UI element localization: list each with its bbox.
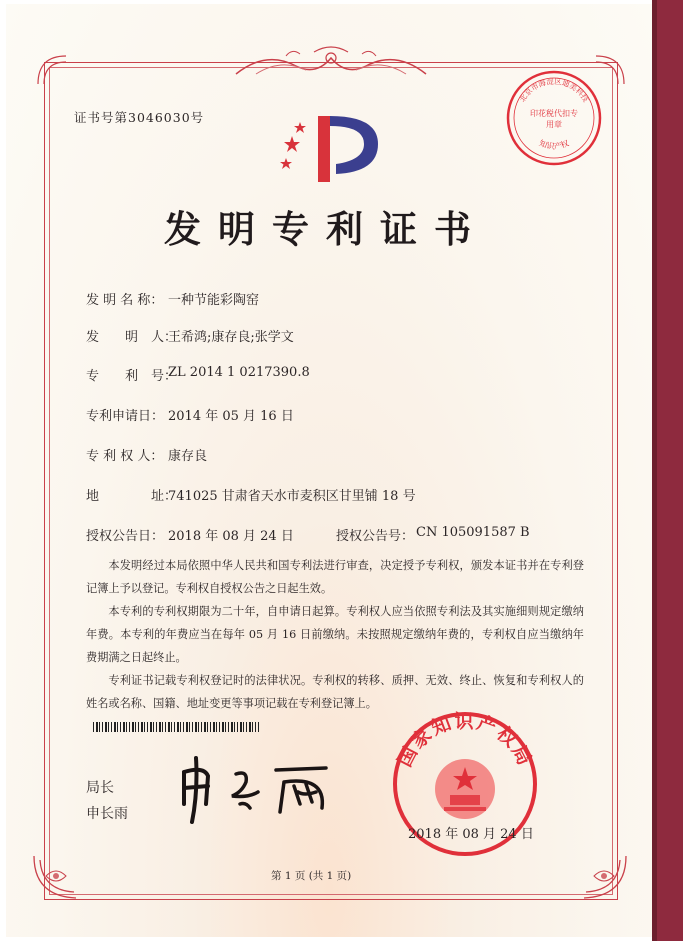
certificate-page <box>6 4 652 937</box>
grant-date-value: 2018 年 08 月 24 日 <box>168 529 294 544</box>
field-label-invention-name: 发 明 名 称： <box>86 293 164 308</box>
certificate-number: 证书号第3046030号 <box>74 110 205 125</box>
field-value-inventor: 王希鸿;康存良;张学文 <box>168 330 294 345</box>
patent-office-logo <box>278 108 388 186</box>
paragraph-term: 本专利的专利权期限为二十年，自申请日起算。专利权人应当依照专利法及其实施细则规定缴纳年费。本专利的年费应当在每年 05 月 16 日前缴纳。未按照规定缴纳年费的，专利权自应当缴纳年费期满之日起终止。 <box>86 605 584 664</box>
seal-date: 2018 年 08 月 24 日 <box>408 827 534 842</box>
field-label-address: 地 址： <box>86 489 178 504</box>
field-value-invention-name: 一种节能彩陶窑 <box>168 293 260 308</box>
page-footer: 第 1 页 (共 1 页) <box>271 870 352 882</box>
field-value-patentee: 康存良 <box>168 449 208 464</box>
field-label-application-date: 专利申请日： <box>86 409 165 424</box>
corner-ornament-bottom-left <box>26 846 96 906</box>
top-ornament <box>226 44 436 82</box>
paragraph-grant: 本发明经过本局依照中华人民共和国专利法进行审查，决定授予专利权，颁发本证书并在专利登记簿上予以登记。专利权自授权公告之日起生效。 <box>86 559 584 595</box>
director-name: 申长雨 <box>86 806 128 822</box>
corner-ornament-top-left <box>32 50 72 90</box>
field-label-inventor: 发 明 人： <box>86 330 178 345</box>
stamp-center-text: 印花税代扣专用章 <box>530 109 578 129</box>
stamp-bottom-text: 知识产权 <box>537 138 571 152</box>
svg-text:知识产权 <box>538 138 570 151</box>
field-label-patentee: 专 利 权 人： <box>86 449 164 464</box>
grant-date-label: 授权公告日： <box>86 529 165 544</box>
director-title: 局长 <box>86 780 114 796</box>
field-value-address: 741025 甘肃省天水市麦积区甘里铺 18 号 <box>168 489 416 504</box>
grant-number-label: 授权公告号： <box>336 529 415 544</box>
field-value-application-date: 2014 年 05 月 16 日 <box>168 409 294 424</box>
grant-number-value: CN 105091587 B <box>416 525 530 540</box>
director-signature <box>176 752 346 824</box>
field-label-patent-number: 专 利 号： <box>86 369 178 384</box>
field-value-patent-number: ZL 2014 1 0217390.8 <box>168 365 310 380</box>
certificate-title: 发明专利证书 <box>164 207 488 251</box>
corner-ornament-bottom-right <box>564 846 634 906</box>
binding-spine <box>657 0 683 941</box>
stamp-top-text: 北京市海淀区迪美科技 <box>517 76 591 104</box>
paragraph-register: 专利证书记载专利权登记时的法律状况。专利权的转移、质押、无效、终止、恢复和专利权人的姓名或名称、国籍、地址变更等事项记载在专利登记簿上。 <box>86 674 584 710</box>
barcode <box>93 722 259 732</box>
seal-text: 国家知识产权局 <box>393 710 537 771</box>
